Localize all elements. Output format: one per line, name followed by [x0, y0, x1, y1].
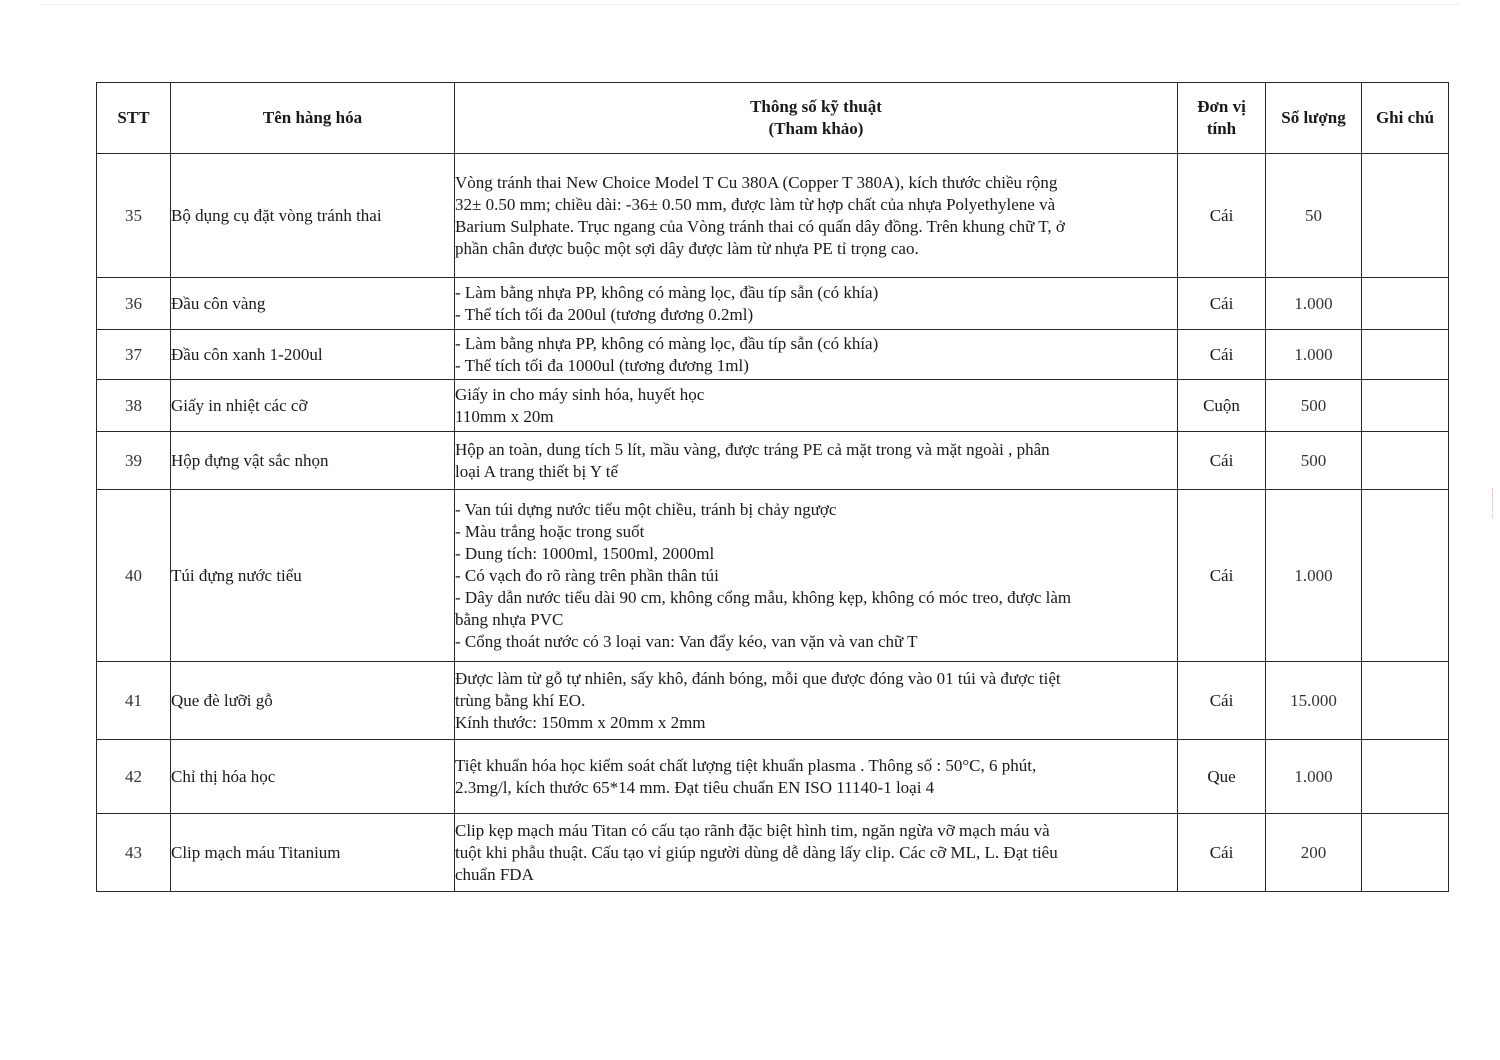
table-row — [97, 154, 1449, 278]
row-stt: 35 — [97, 154, 171, 278]
row-specification — [455, 814, 1178, 892]
row-product-name: Que đè lưỡi gỗ — [171, 662, 455, 740]
spec-line: - Van túi dựng nước tiểu một chiều, tránh bị chảy ngược — [455, 499, 837, 519]
row-unit: Cái — [1178, 154, 1266, 278]
table-row — [97, 814, 1449, 892]
row-note — [1362, 740, 1449, 814]
row-quantity: 15.000 — [1266, 662, 1362, 740]
row-unit: Cái — [1178, 278, 1266, 330]
row-unit: Cái — [1178, 330, 1266, 380]
row-note — [1362, 662, 1449, 740]
header-qty: Số lượng — [1266, 83, 1362, 154]
table-row — [97, 278, 1449, 330]
header-note: Ghi chú — [1362, 83, 1449, 154]
row-product-name: Giấy in nhiệt các cỡ — [171, 380, 455, 432]
row-quantity: 1.000 — [1266, 278, 1362, 330]
scan-edge-line — [40, 4, 1460, 5]
row-quantity: 500 — [1266, 432, 1362, 490]
row-product-name: Bộ dụng cụ đặt vòng tránh thai — [171, 154, 455, 278]
spec-line: - Làm bằng nhựa PP, không có màng lọc, đầu típ sẫn (có khía) — [455, 282, 879, 302]
spec-line: - Làm bằng nhựa PP, không có màng lọc, đầu típ sẫn (có khía) — [455, 333, 879, 353]
row-specification — [455, 154, 1178, 278]
margin-mark — [1492, 488, 1495, 518]
spec-line: chuẩn FDA — [455, 864, 534, 884]
row-specification — [455, 740, 1178, 814]
spec-line: Vòng tránh thai New Choice Model T Cu 380A (Copper T 380A), kích thước chiều rộng — [455, 172, 1058, 192]
spec-line: - Dung tích: 1000ml, 1500ml, 2000ml — [455, 543, 715, 563]
row-quantity: 1.000 — [1266, 330, 1362, 380]
spec-line: Barium Sulphate. Trục ngang của Vòng tránh thai có quấn dây đồng. Trên khung chữ T, ở — [455, 216, 1065, 236]
header-unit-line1: Đơn vị — [1197, 97, 1246, 116]
row-unit: Cuộn — [1178, 380, 1266, 432]
table-row — [97, 380, 1449, 432]
row-stt: 42 — [97, 740, 171, 814]
row-note — [1362, 154, 1449, 278]
table-row — [97, 740, 1449, 814]
row-note — [1362, 380, 1449, 432]
header-row — [97, 83, 1449, 154]
table-row — [97, 662, 1449, 740]
row-stt: 38 — [97, 380, 171, 432]
row-unit: Cái — [1178, 814, 1266, 892]
spec-line: - Có vạch đo rõ ràng trên phần thân túi — [455, 565, 719, 585]
row-stt: 41 — [97, 662, 171, 740]
row-product-name: Hộp đựng vật sắc nhọn — [171, 432, 455, 490]
header-spec-line2: (Tham khảo) — [768, 119, 864, 138]
row-product-name: Clip mạch máu Titanium — [171, 814, 455, 892]
spec-line: Tiệt khuẩn hóa học kiểm soát chất lượng tiệt khuẩn plasma . Thông số : 50°C, 6 phút, — [455, 755, 1037, 775]
row-stt: 39 — [97, 432, 171, 490]
row-product-name: Đầu côn vàng — [171, 278, 455, 330]
header-spec-line1: Thông số kỹ thuật — [750, 97, 882, 116]
row-product-name: Đầu côn xanh 1-200ul — [171, 330, 455, 380]
spec-line: loại A trang thiết bị Y tế — [455, 461, 619, 481]
row-specification — [455, 432, 1178, 490]
spec-line: 110mm x 20m — [455, 406, 554, 426]
row-unit: Cái — [1178, 662, 1266, 740]
row-note — [1362, 490, 1449, 662]
spec-line: 2.3mg/l, kích thước 65*14 mm. Đạt tiêu chuẩn EN ISO 11140-1 loại 4 — [455, 777, 935, 797]
spec-line: trùng bằng khí EO. — [455, 690, 586, 710]
spec-line: - Màu trắng hoặc trong suốt — [455, 521, 645, 541]
row-specification — [455, 380, 1178, 432]
row-stt: 36 — [97, 278, 171, 330]
row-quantity: 1.000 — [1266, 740, 1362, 814]
specification-table — [96, 82, 1449, 892]
row-quantity: 500 — [1266, 380, 1362, 432]
spec-line: - Dây dẫn nước tiểu dài 90 cm, không cổng mẫu, không kẹp, không có móc treo, được làm — [455, 587, 1072, 607]
spec-line: Clip kẹp mạch máu Titan có cấu tạo rãnh đặc biệt hình tim, ngăn ngừa vỡ mạch máu và — [455, 820, 1050, 840]
row-unit: Cái — [1178, 432, 1266, 490]
spec-line: - Cổng thoát nước có 3 loại van: Van đẩy kéo, van vặn và van chữ T — [455, 631, 918, 651]
header-name: Tên hàng hóa — [171, 83, 455, 154]
spec-line: 32± 0.50 mm; chiều dài: -36± 0.50 mm, được làm từ hợp chất của nhựa Polyethylene và — [455, 194, 1056, 214]
spec-line: phần chân được buộc một sợi dây được làm từ nhựa PE tỉ trọng cao. — [455, 238, 919, 258]
header-unit — [1178, 83, 1266, 154]
table-row — [97, 432, 1449, 490]
row-note — [1362, 432, 1449, 490]
row-specification — [455, 278, 1178, 330]
row-stt: 40 — [97, 490, 171, 662]
spec-line: - Thể tích tối đa 1000ul (tương đương 1ml) — [455, 355, 749, 375]
spec-line: bằng nhựa PVC — [455, 609, 564, 629]
header-stt: STT — [97, 83, 171, 154]
header-spec — [455, 83, 1178, 154]
spec-line: Hộp an toàn, dung tích 5 lít, mầu vàng, được tráng PE cả mặt trong và mặt ngoài , phân — [455, 439, 1050, 459]
table-row — [97, 490, 1449, 662]
row-product-name: Chỉ thị hóa học — [171, 740, 455, 814]
spec-line: Giấy in cho máy sinh hóa, huyết học — [455, 384, 705, 404]
spec-line: tuột khi phẫu thuật. Cấu tạo vỉ giúp người dùng dễ dàng lấy clip. Các cỡ ML, L. Đạt tiêu — [455, 842, 1058, 862]
row-note — [1362, 814, 1449, 892]
spec-line: Được làm từ gỗ tự nhiên, sấy khô, đánh bóng, mỗi que được đóng vào 01 túi và được tiệt — [455, 668, 1061, 688]
row-specification — [455, 662, 1178, 740]
row-stt: 37 — [97, 330, 171, 380]
row-specification — [455, 490, 1178, 662]
table-row — [97, 330, 1449, 380]
row-note — [1362, 278, 1449, 330]
row-quantity: 50 — [1266, 154, 1362, 278]
row-stt: 43 — [97, 814, 171, 892]
row-quantity: 1.000 — [1266, 490, 1362, 662]
row-quantity: 200 — [1266, 814, 1362, 892]
spec-line: Kính thước: 150mm x 20mm x 2mm — [455, 712, 706, 732]
row-unit: Cái — [1178, 490, 1266, 662]
row-note — [1362, 330, 1449, 380]
header-unit-line2: tính — [1206, 119, 1237, 138]
row-unit: Que — [1178, 740, 1266, 814]
row-specification — [455, 330, 1178, 380]
row-product-name: Túi đựng nước tiểu — [171, 490, 455, 662]
spec-line: - Thể tích tối đa 200ul (tương đương 0.2ml) — [455, 304, 754, 324]
